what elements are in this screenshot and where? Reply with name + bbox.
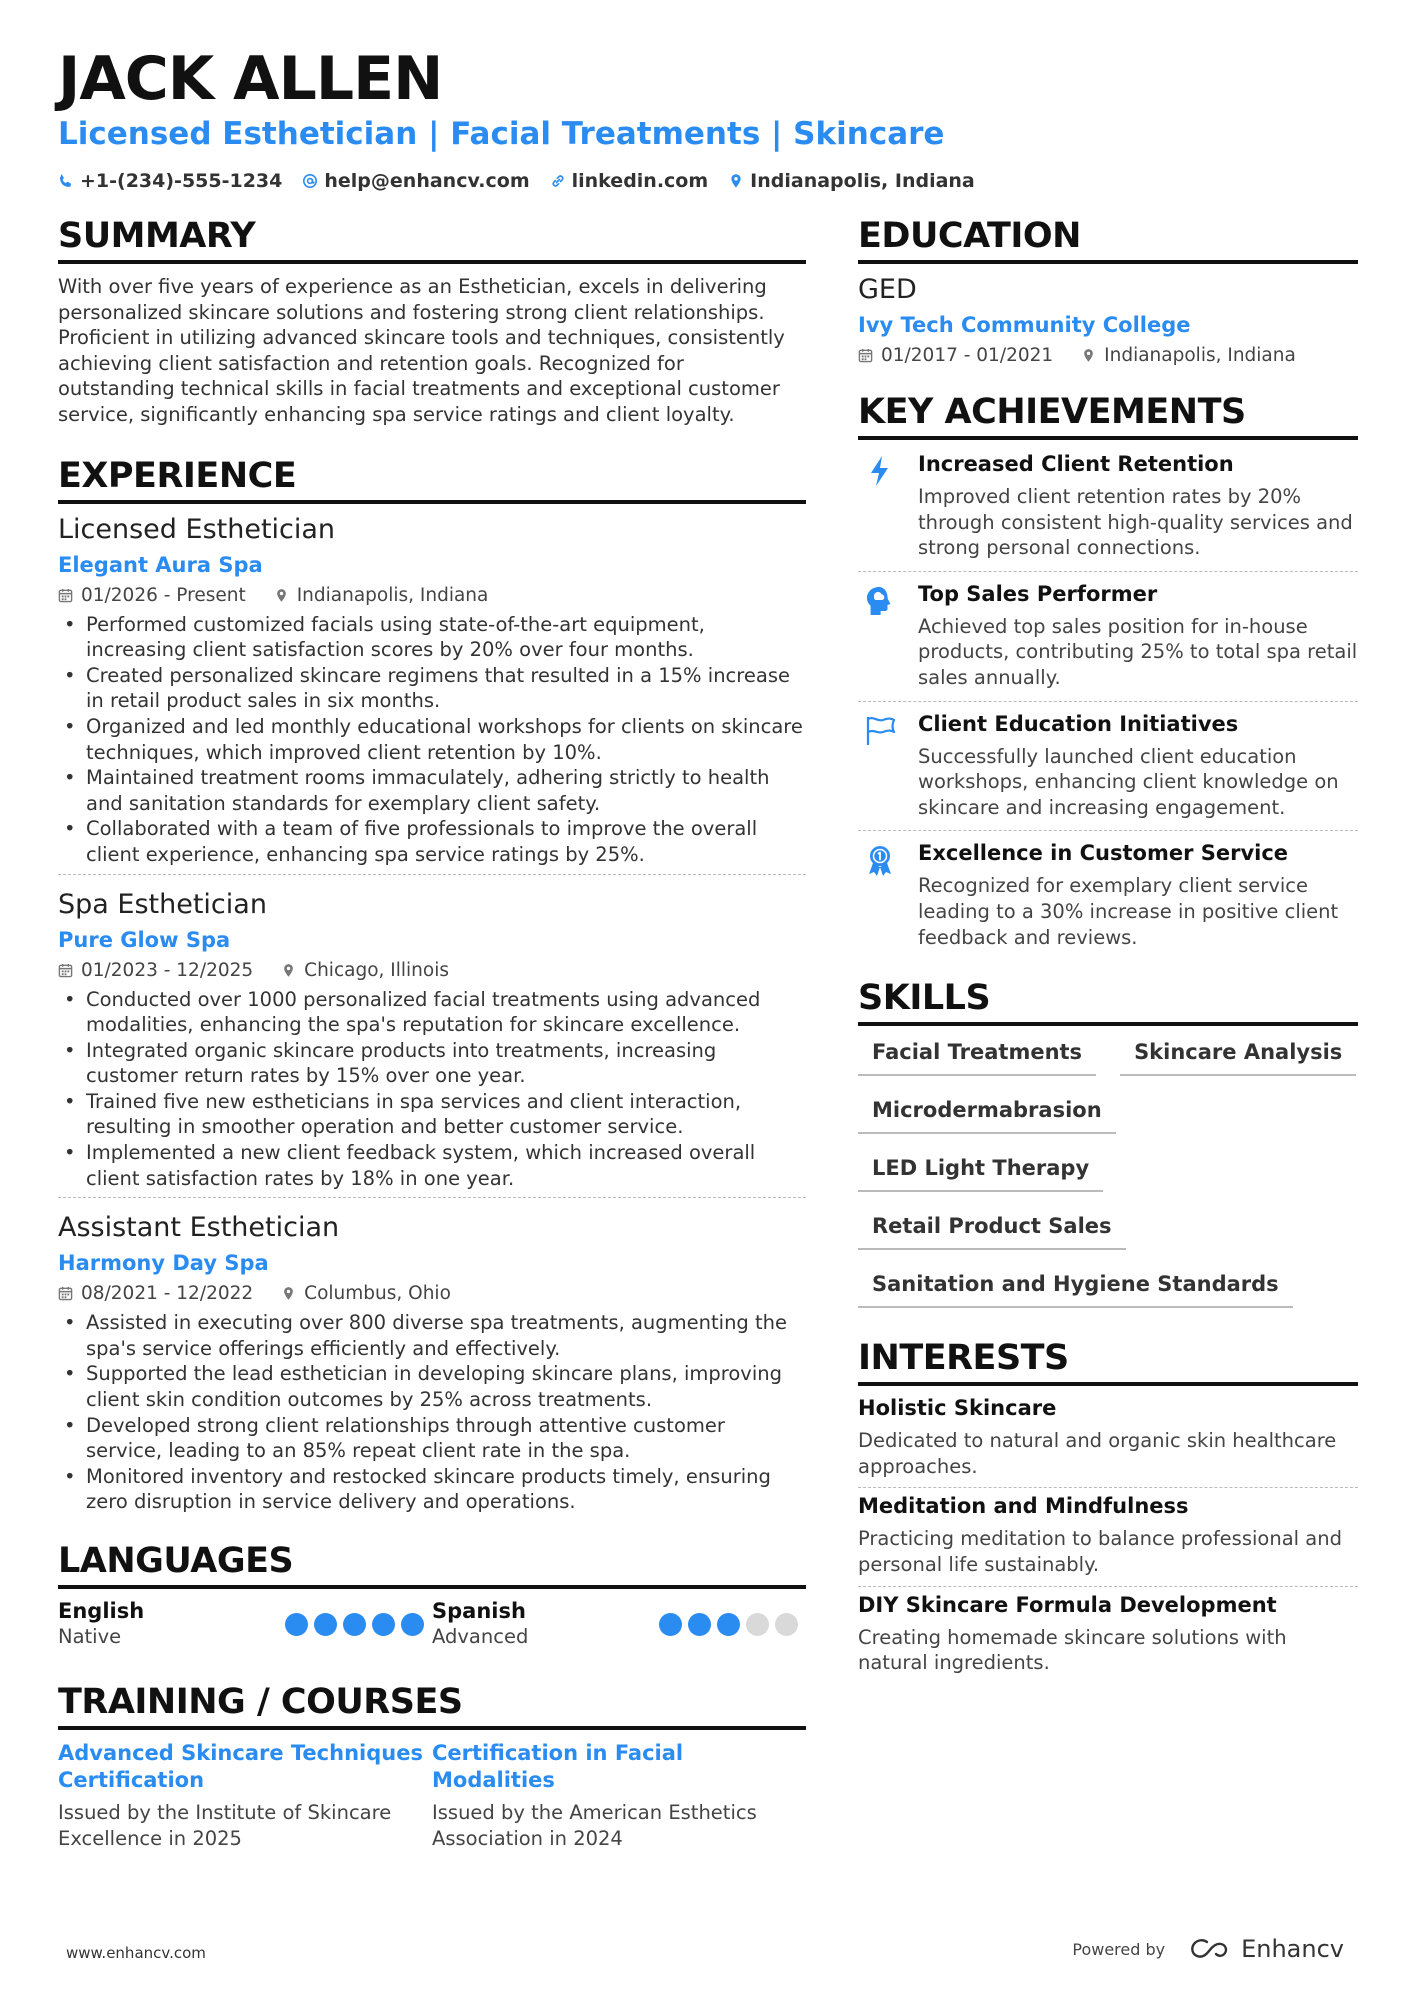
contact-email[interactable] bbox=[302, 170, 529, 192]
job-title: Spa Esthetician bbox=[58, 888, 267, 920]
linkedin-text: linkedin.com bbox=[571, 170, 709, 192]
job-meta bbox=[58, 1283, 806, 1304]
bullet-item: • Monitored inventory and restocked skincare products timely, ensuring zero disruption in service delivery and operations. bbox=[58, 1464, 806, 1515]
job-title: Assistant Esthetician bbox=[58, 1212, 340, 1244]
experience-title: EXPERIENCE bbox=[58, 456, 806, 504]
skills-section bbox=[858, 978, 1358, 1308]
bullet-item: • Organized and led monthly educational workshops for clients on skincare techniques, which improved client retention by 10%. bbox=[58, 714, 806, 765]
training-section bbox=[58, 1682, 806, 1851]
interest-item bbox=[858, 1390, 1358, 1488]
enhancv-logo-icon bbox=[1187, 1937, 1233, 1961]
interests-section bbox=[858, 1338, 1358, 1684]
calendar-icon bbox=[58, 1286, 73, 1301]
rating-dot-empty bbox=[746, 1613, 769, 1636]
school-name: Ivy Tech Community College bbox=[858, 313, 1191, 337]
interest-desc: Practicing meditation to balance professional and personal life sustainably. bbox=[858, 1527, 1342, 1576]
job-dates: 01/2026 - Present bbox=[81, 584, 246, 606]
achievement-desc: Successfully launched client education workshops, enhancing client knowledge on skincare and increasing engagement. bbox=[918, 744, 1339, 819]
course-title: Certification in Facial Modalities bbox=[432, 1741, 684, 1792]
course-list bbox=[58, 1740, 806, 1851]
map-pin-icon bbox=[728, 173, 744, 189]
achievement-desc: Recognized for exemplary client service leading to a 30% increase in positive client feedback and reviews. bbox=[918, 874, 1339, 949]
bullet-item: • Integrated organic skincare products into treatments, increasing customer return rates by 15% over one year. bbox=[58, 1038, 806, 1089]
bullet-item: • Trained five new estheticians in spa services and client interaction, resulting in smoother operation and better customer service. bbox=[58, 1089, 806, 1140]
achievement-desc: Improved client retention rates by 20% through consistent high-quality services and strong personal connections. bbox=[918, 485, 1353, 560]
skill-tag: Skincare Analysis bbox=[1120, 1032, 1356, 1076]
rating-dot-filled bbox=[372, 1613, 395, 1636]
map-pin-icon bbox=[281, 963, 296, 978]
powered-by-label: Powered by bbox=[1072, 1939, 1166, 1959]
interest-desc: Creating homemade skincare solutions with natural ingredients. bbox=[858, 1625, 1287, 1675]
contact-location bbox=[728, 170, 975, 192]
bullet-item: • Performed customized facials using state-of-the-art equipment, increasing client satisfaction scores by 20% over four months. bbox=[58, 612, 806, 663]
contact-linkedin[interactable] bbox=[550, 170, 709, 192]
job-location: Chicago, Illinois bbox=[304, 959, 449, 981]
head-brain-icon bbox=[863, 584, 897, 618]
job-bullets bbox=[58, 1310, 806, 1515]
rating-dot-filled bbox=[688, 1613, 711, 1636]
course-desc: Issued by the American Esthetics Association in 2024 bbox=[432, 1801, 757, 1850]
summary-title: SUMMARY bbox=[58, 216, 806, 264]
interest-item bbox=[858, 1488, 1358, 1586]
bullet-item: • Implemented a new client feedback system, which increased overall client satisfaction rates by 18% in one year. bbox=[58, 1140, 806, 1191]
interest-item bbox=[858, 1587, 1358, 1684]
summary-text: With over five years of experience as an Esthetician, excels in delivering personalized skincare solutions and fostering strong client relationships. Proficient in utilizing advanced skincare tools and techniques, consistently achieving client satisfaction and retention goals. Recognized for outstanding technical skills in facial treatments and exceptional customer service, significantly enhancing spa service ratings and client loyalty. bbox=[58, 275, 785, 426]
brand-name: Enhancv bbox=[1241, 1935, 1344, 1963]
enhancv-logo[interactable] bbox=[1187, 1935, 1344, 1963]
skill-tag: Retail Product Sales bbox=[858, 1206, 1126, 1250]
job-dates: 01/2023 - 12/2025 bbox=[81, 959, 254, 981]
rating-dot-filled bbox=[659, 1613, 682, 1636]
map-pin-icon bbox=[274, 588, 289, 603]
course-desc: Issued by the Institute of Skincare Excellence in 2025 bbox=[58, 1801, 392, 1850]
rating-dot-filled bbox=[717, 1613, 740, 1636]
bullet-item: • Maintained treatment rooms immaculately, adhering strictly to health and sanitation standards for exemplary client safety. bbox=[58, 765, 806, 816]
map-pin-icon bbox=[1081, 348, 1096, 363]
job-location: Indianapolis, Indiana bbox=[296, 584, 489, 606]
language-level: Native bbox=[58, 1625, 122, 1648]
achievement-desc: Achieved top sales position for in-house products, contributing 25% to total spa retail sales annually. bbox=[918, 614, 1358, 689]
language-rating bbox=[659, 1613, 798, 1636]
map-pin-icon bbox=[281, 1286, 296, 1301]
languages-title: LANGUAGES bbox=[58, 1541, 806, 1589]
education-dates: 01/2017 - 01/2021 bbox=[881, 345, 1054, 366]
company-name: Pure Glow Spa bbox=[58, 927, 231, 952]
job-meta bbox=[58, 585, 806, 606]
rating-dot-filled bbox=[401, 1613, 424, 1636]
job-bullets bbox=[58, 612, 806, 868]
language-item bbox=[432, 1599, 806, 1648]
bullet-item: • Developed strong client relationships through attentive customer service, leading to an 85% repeat client rate in the spa. bbox=[58, 1413, 806, 1464]
right-column bbox=[858, 216, 1358, 1684]
language-level: Advanced bbox=[432, 1625, 529, 1648]
bullet-item: • Conducted over 1000 personalized facial treatments using advanced modalities, enhancing the spa's reputation for skincare excellence. bbox=[58, 987, 806, 1038]
bullet-item: • Assisted in executing over 800 diverse spa treatments, augmenting the spa's service offerings efficiently and effectively. bbox=[58, 1310, 806, 1361]
skill-tag: LED Light Therapy bbox=[858, 1148, 1103, 1192]
degree: GED bbox=[858, 274, 917, 305]
job-bullets bbox=[58, 987, 806, 1192]
language-item bbox=[58, 1599, 432, 1648]
skill-tag: Microdermabrasion bbox=[858, 1090, 1116, 1134]
rating-dot-filled bbox=[314, 1613, 337, 1636]
divider bbox=[58, 1197, 806, 1198]
job-entry bbox=[58, 514, 806, 875]
achievement-title: Excellence in Customer Service bbox=[918, 841, 1289, 866]
left-column bbox=[58, 216, 806, 1851]
location-text: Indianapolis, Indiana bbox=[750, 170, 975, 192]
achievement-title: Increased Client Retention bbox=[918, 452, 1234, 476]
interests-title: INTERESTS bbox=[858, 1338, 1358, 1386]
headline: Licensed Esthetician | Facial Treatments | Skincare bbox=[58, 116, 945, 152]
job-dates: 08/2021 - 12/2022 bbox=[81, 1283, 254, 1305]
candidate-name: JACK ALLEN bbox=[58, 44, 443, 114]
course-item bbox=[58, 1740, 432, 1851]
footer-website[interactable]: www.enhancv.com bbox=[66, 1944, 206, 1962]
interest-title: Holistic Skincare bbox=[858, 1396, 1057, 1421]
at-icon bbox=[302, 173, 318, 189]
language-name: English bbox=[58, 1599, 145, 1623]
achievements-section bbox=[858, 392, 1358, 960]
email-text: help@enhancv.com bbox=[324, 170, 530, 192]
link-icon bbox=[550, 173, 566, 189]
interest-desc: Dedicated to natural and organic skin healthcare approaches. bbox=[858, 1429, 1337, 1478]
company-name: Elegant Aura Spa bbox=[58, 552, 263, 577]
job-location: Columbus, Ohio bbox=[304, 1283, 451, 1305]
skills-title: SKILLS bbox=[858, 978, 1358, 1026]
contact-phone[interactable] bbox=[58, 170, 282, 192]
calendar-icon bbox=[58, 588, 73, 603]
rating-dot-filled bbox=[285, 1613, 308, 1636]
education-title: EDUCATION bbox=[858, 216, 1358, 264]
lightning-icon bbox=[863, 454, 897, 488]
language-name: Spanish bbox=[432, 1599, 526, 1623]
phone-icon bbox=[58, 173, 74, 189]
education-meta bbox=[858, 345, 1358, 366]
job-meta bbox=[58, 960, 806, 981]
achievement-title: Client Education Initiatives bbox=[918, 711, 1239, 736]
flag-icon bbox=[863, 714, 897, 748]
company-name: Harmony Day Spa bbox=[58, 1251, 269, 1276]
achievement-title: Top Sales Performer bbox=[918, 581, 1158, 606]
award-ribbon-icon bbox=[863, 843, 897, 877]
footer-branding bbox=[1072, 1935, 1344, 1963]
skill-tag: Facial Treatments bbox=[858, 1032, 1096, 1076]
job-entry bbox=[58, 889, 806, 1199]
achievements-title: KEY ACHIEVEMENTS bbox=[858, 392, 1358, 440]
education-section bbox=[858, 216, 1358, 366]
rating-dot-empty bbox=[775, 1613, 798, 1636]
languages-section bbox=[58, 1541, 806, 1648]
rating-dot-filled bbox=[343, 1613, 366, 1636]
achievement-item bbox=[858, 572, 1358, 702]
training-title: TRAINING / COURSES bbox=[58, 1682, 806, 1730]
course-title: Advanced Skincare Techniques Certification bbox=[58, 1741, 423, 1792]
bullet-item: • Created personalized skincare regimens that resulted in a 15% increase in retail product sales in six months. bbox=[58, 663, 806, 714]
summary-section bbox=[58, 216, 806, 428]
divider bbox=[58, 874, 806, 875]
job-title: Licensed Esthetician bbox=[58, 513, 336, 545]
achievement-item bbox=[858, 702, 1358, 832]
course-item bbox=[432, 1740, 806, 1851]
contact-bar bbox=[58, 170, 975, 192]
bullet-item: • Collaborated with a team of five professionals to improve the overall client experience, enhancing spa service ratings by 25%. bbox=[58, 816, 806, 867]
education-location: Indianapolis, Indiana bbox=[1104, 345, 1296, 366]
achievement-item bbox=[858, 442, 1358, 572]
job-entry bbox=[58, 1212, 806, 1515]
interest-title: DIY Skincare Formula Development bbox=[858, 1592, 1277, 1617]
skill-list bbox=[858, 1032, 1358, 1308]
language-list bbox=[58, 1599, 806, 1648]
phone-text: +1-(234)-555-1234 bbox=[80, 170, 283, 192]
skill-tag: Sanitation and Hygiene Standards bbox=[858, 1264, 1293, 1308]
bullet-item: • Supported the lead esthetician in developing skincare plans, improving client skin condition outcomes by 25% across treatments. bbox=[58, 1361, 806, 1412]
experience-section bbox=[58, 456, 806, 1515]
calendar-icon bbox=[858, 348, 873, 363]
achievement-item bbox=[858, 831, 1358, 960]
language-rating bbox=[285, 1613, 424, 1636]
interest-title: Meditation and Mindfulness bbox=[858, 1494, 1189, 1519]
calendar-icon bbox=[58, 963, 73, 978]
